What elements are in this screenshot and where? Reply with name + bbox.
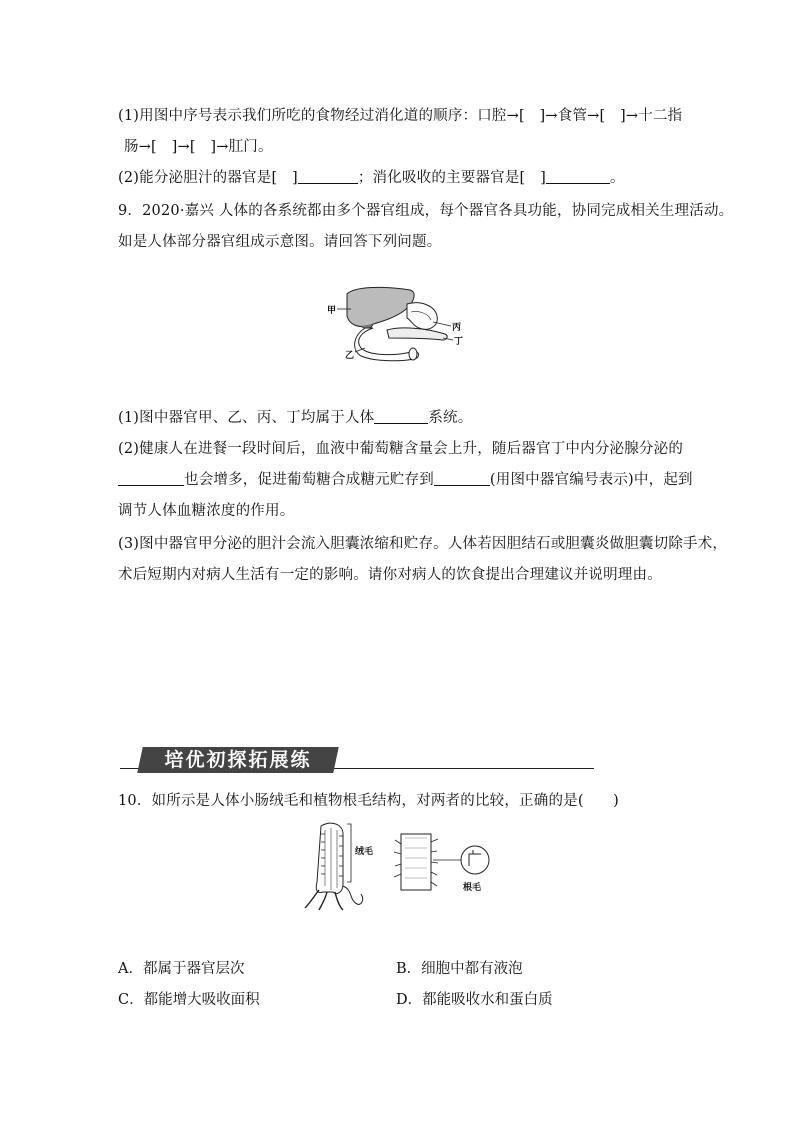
q8-part2: (2)能分泌胆汁的器官是[ ] ；消化吸收的主要器官是[ ] 。: [118, 170, 625, 186]
blank[interactable]: [374, 409, 428, 424]
q9-sub2-line2: 也会增多，促进葡萄糖合成糖元贮存到 (用图中器官编号表示)中，起到: [118, 468, 693, 489]
q9-intro-line1: 9．2020·嘉兴 人体的各系统都由多个器官组成，每个器官各具功能，协同完成相关生理活动。: [118, 203, 734, 219]
q8-part1-line1: (1)用图中序号表示我们所吃的食物经过消化道的顺序：口腔→[ ]→食管→[ ]→十二指: [118, 108, 683, 124]
label-jia: 甲: [327, 306, 337, 316]
section-header: 培优初探拓展练: [164, 749, 312, 771]
blank[interactable]: [434, 471, 490, 486]
option-a[interactable]: A．都属于器官层次: [118, 961, 245, 977]
blank[interactable]: [118, 471, 184, 486]
q9-intro-line2: 如是人体部分器官组成示意图。请回答下列问题。: [118, 234, 442, 250]
label-ding: 丁: [454, 337, 464, 347]
q9-sub3-line2: 术后短期内对病人生活有一定的影响。请你对病人的饮食提出合理建议并说明理由。: [118, 567, 662, 583]
q10-stem: 10．如所示是人体小肠绒毛和植物根毛结构，对两者的比较，正确的是( ): [118, 793, 619, 809]
option-b[interactable]: B．细胞中都有液泡: [396, 961, 523, 977]
q9-sub3-line1: (3)图中器官甲分泌的胆汁会流入胆囊浓缩和贮存。人体若因胆结石或胆囊炎做胆囊切除手术，: [118, 536, 728, 552]
label-bing: 丙: [452, 323, 462, 333]
blank[interactable]: [546, 169, 610, 184]
digestive-organs-figure: [325, 282, 475, 366]
q9-sub1: (1)图中器官甲、乙、丙、丁均属于人体 系统。: [118, 410, 473, 426]
label-root-hair: 根毛: [463, 883, 482, 893]
label-villi: 绒毛: [355, 847, 374, 857]
label-yi: 乙: [345, 351, 355, 361]
option-d[interactable]: D．都能吸收水和蛋白质: [396, 992, 553, 1008]
villi-root-hair-figure: [303, 820, 499, 912]
option-c[interactable]: C．都能增大吸收面积: [118, 992, 260, 1008]
q9-sub2-line3: 调节人体血糖浓度的作用。: [118, 503, 295, 519]
q9-sub2-line1: (2)健康人在进餐一段时间后，血液中葡萄糖含量会上升，随后器官丁中内分泌腺分泌的: [118, 441, 684, 457]
blank[interactable]: [298, 169, 358, 184]
q8-part1-line2: 肠→[ ]→[ ]→肛门。: [124, 139, 273, 155]
